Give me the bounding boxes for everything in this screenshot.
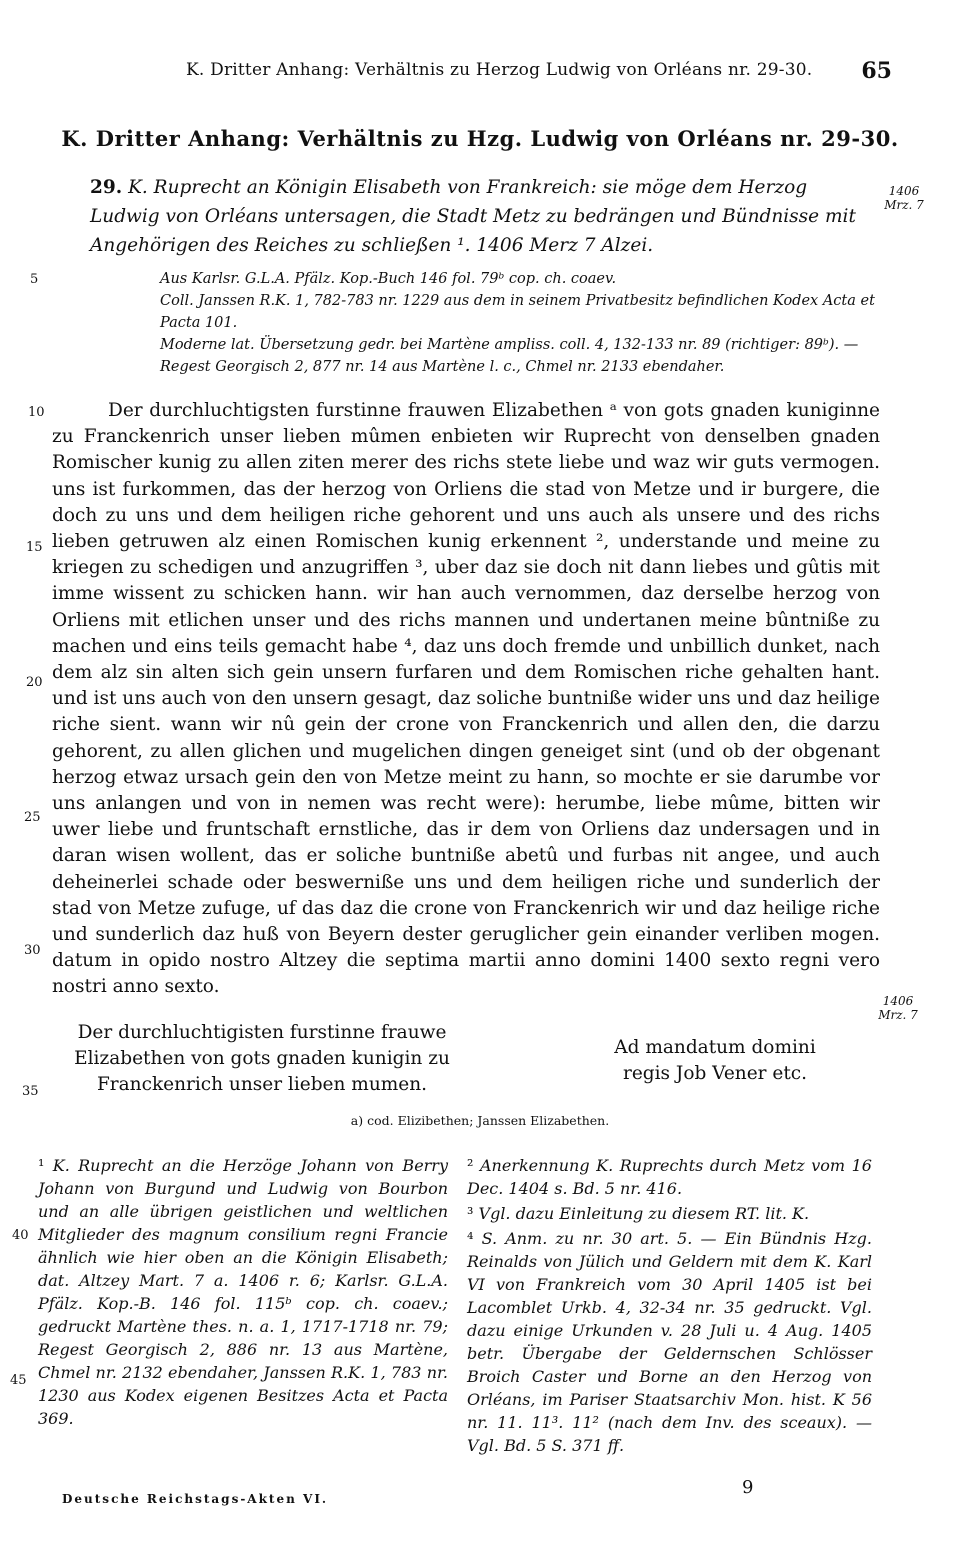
margin-date-year: 1406 (882, 994, 914, 1008)
running-header: K. Dritter Anhang: Verhältnis zu Herzog Ludwig von Orléans nr. 29-30. (186, 60, 813, 80)
footnotes-right (467, 1154, 872, 1459)
page-number: 65 (861, 58, 892, 84)
margin-date-year: 1406 (888, 184, 920, 198)
footnote (38, 1154, 448, 1430)
footnote-mark: ¹ (38, 1156, 45, 1175)
variant-note: a) cod. Elizibethen; Janssen Elizabethen. (350, 1113, 610, 1128)
line-number: 40 (12, 1228, 29, 1243)
line-number: 10 (28, 405, 45, 420)
regest-number: 29. (90, 177, 123, 198)
section-title: K. Dritter Anhang: Verhältnis zu Hzg. Ludwig von Orléans nr. 29-30. (61, 126, 899, 151)
source-notes (160, 268, 880, 378)
footnote-mark: ² (467, 1156, 474, 1175)
address: Der durchluchtigisten furstinne frauwe Elizabethen von gots gnaden kunigin zu Franckenrich unser lieben mumen. (74, 1022, 450, 1095)
margin-date-day: Mrz. 7 (884, 198, 924, 212)
line-number: 5 (30, 272, 39, 287)
regest-text: K. Ruprecht an Königin Elisabeth von Frankreich: sie möge dem Herzog Ludwig von Orléans untersagen, die Stadt Metz zu bedrängen und Bündnisse mit Angehörigen des Reiches zu schließen ¹. 1406 Merz 7 Alzei. (90, 177, 856, 256)
footnote (467, 1154, 872, 1200)
footnote-mark: ⁴ (467, 1229, 474, 1248)
chancery-mandate: Ad mandatum domini regis Job Vener etc. (614, 1037, 816, 1084)
footnote-text: Vgl. dazu Einleitung zu diesem RT. lit. K. (478, 1204, 810, 1223)
line-number: 35 (22, 1084, 39, 1099)
document-text: Der durchluchtigsten furstinne frauwen Elizabethen ᵃ von gots gnaden kuniginne zu Franckenrich unser lieben mûmen enbieten wir Ruprecht von denselben gnaden Romischer kunig zu allen ziten merer des richs stete liebe und waz wir guts vermogen. uns ist furkommen, das der herzog von Orliens die stad von Metze und ir burgere, die doch zu uns und dem heiligen riche gehorent und uns auch als unsere und des richs lieben getruwen alz einen Romischen kunig erkennent ², understande und meine zu kriegen zu schedigen und anzugriffen ³, uber daz sie doch nit dann liebes und gûtis mit imme wissent zu schicken hann. wir han auch vernommen, daz derselbe herzog von Orliens mit etlichen unser und des richs mannen und undertanen meine bûntniße zu machen und eins teils gemacht habe ⁴, daz uns doch fremde und unbillich dunket, nach dem alz sin alten sich gein unsern furfaren und dem Romischen riche gehalten hant. und ist uns auch von den unsern gesagt, daz soliche buntniße wider uns und daz heilige riche sient. wann wir nû gein der crone von Franckenrich und allen den, die darzu gehorent, zu allen glichen und mugelichen dingen geneiget sint (und ob der obgenant herzog etwaz ursach gein den von Metze meint zu hann, so mochte er sie darumbe vor uns anlangen und von in nemen was recht were): herumbe, liebe mûme, bitten wir uwer liebe und fruntschaft ernstliche, das ir dem von Orliens daz undersagen und in daran wisen wollent, das er soliche buntniße abetû und furbas nit angee, und auch deheinerlei schade oder beswerniße uns und dem heiligen riche und sunderlich der stad von Metze zufuge, uf das daz die crone von Franckenrich wir und daz heilige riche und sunderlich daz huß von Beyern dester geruglicher gein einander verliben mogen. datum in opido nostro Altzey die septima martii anno domini 1400 sexto regni vero nostri anno sexto. (52, 400, 880, 998)
footnote (467, 1227, 872, 1457)
source-line: Aus Karlsr. G.L.A. Pfälz. Kop.-Buch 146 fol. 79ᵇ cop. ch. coaev. (160, 271, 617, 287)
footnote (467, 1202, 872, 1225)
margin-date-bottom (878, 994, 918, 1022)
regest (90, 173, 880, 260)
line-number: 20 (26, 675, 43, 690)
line-number: 25 (24, 810, 41, 825)
signature-mark: 9 (742, 1477, 754, 1498)
line-number: 45 (10, 1373, 27, 1388)
footnote-text: S. Anm. zu nr. 30 art. 5. — Ein Bündnis Hzg. Reinalds von Jülich und Geldern mit dem K. Karl VI von Frankreich vom 30 April 1405 ist bei Lacomblet Urkb. 4, 32-34 nr. 35 gedruckt. Vgl. dazu einige Urkunden v. 28 Juli u. 4 Aug. 1405 betr. Übergabe der Geldernschen Schlösser Broich Caster und Borne an den Herzog von Orléans, im Pariser Staatsarchiv Mon. hist. K 56 nr. 11. 11³. 11² (nach dem Inv. des sceaux). — Vgl. Bd. 5 S. 371 ff. (467, 1229, 872, 1455)
margin-date-top (884, 184, 924, 212)
source-line: Coll. Janssen R.K. 1, 782-783 nr. 1229 aus dem in seinem Privatbesitz befindlichen Kodex Acta et Pacta 101. (160, 293, 875, 331)
footnote-mark: ³ (467, 1204, 474, 1223)
line-number: 15 (26, 540, 43, 555)
document-body (52, 398, 880, 1001)
margin-date-day: Mrz. 7 (878, 1008, 918, 1022)
footnote-text: K. Ruprecht an die Herzöge Johann von Berry Johann von Burgund und Ludwig von Bourbon und an alle übrigen geistlichen und weltlichen Mitglieder des magnum consilium regni Francie ähnlich wie hier oben an die Königin Elisabeth; dat. Altzey Mart. 7 a. 1406 r. 6; Karlsr. G.L.A. Pfälz. Kop.-B. 146 fol. 115ᵇ cop. ch. coaev.; gedruckt Martène thes. n. a. 1, 1717-1718 nr. 79; Regest Georgisch 2, 886 nr. 13 aus Martène, Chmel nr. 2132 ebendaher, Janssen R.K. 1, 783 nr. 1230 aus Kodex eigenen Besitzes Acta et Pacta 369. (38, 1156, 448, 1428)
footnote-text: Anerkennung K. Ruprechts durch Metz vom 16 Dec. 1404 s. Bd. 5 nr. 416. (467, 1156, 872, 1198)
line-number: 30 (24, 943, 41, 958)
source-line: Moderne lat. Übersetzung gedr. bei Martène ampliss. coll. 4, 132-133 nr. 89 (richtiger: 89ᵇ). — Regest Georgisch 2, 877 nr. 14 aus Martène l. c., Chmel nr. 2133 ebendaher. (160, 337, 859, 375)
footnotes-left (38, 1154, 448, 1432)
footer-series-title: Deutsche Reichstags-Akten VI. (62, 1492, 329, 1506)
